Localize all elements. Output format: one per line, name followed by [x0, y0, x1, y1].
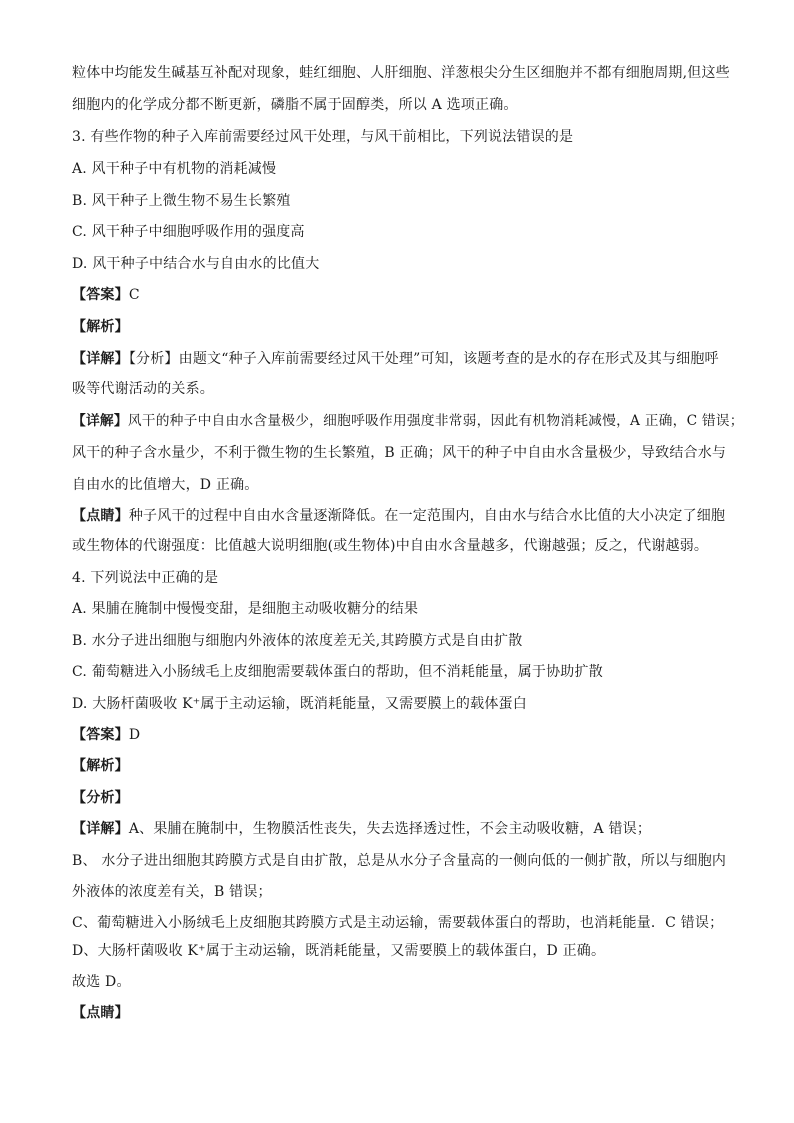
q4-option-d: D. 大肠杆菌吸收 K⁺属于主动运输，既消耗能量，又需要膜上的载体蛋白	[72, 696, 527, 712]
q4-option-a: A. 果脯在腌制中慢慢变甜，是细胞主动吸收糖分的结果	[72, 601, 419, 617]
q4-sub-analysis-label: 【分析】	[72, 790, 129, 806]
q4-option-c: C. 葡萄糖进入小肠绒毛上皮细胞需要载体蛋白的帮助，但不消耗能量，属于协助扩散	[72, 664, 603, 680]
q3-stem: 3. 有些作物的种子入库前需要经过风干处理，与风干前相比，下列说法错误的是	[72, 129, 574, 145]
detail-label: 【详解】	[72, 821, 129, 837]
q3-option-d: D. 风干种子中结合水与自由水的比值大	[72, 256, 320, 272]
q3-detail2-line-3: 自由水的比值增大，D 正确。	[72, 477, 259, 493]
detail-label: 【详解】	[72, 351, 129, 367]
sub-analysis-label: 【分析】	[128, 351, 179, 367]
q3-detail2-line-1	[72, 412, 744, 430]
answer-label: 【答案】	[72, 727, 129, 743]
q4-detail-line-1	[72, 820, 651, 838]
q3-detail1-line-1	[72, 350, 719, 368]
q3-option-c: C. 风干种子中细胞呼吸作用的强度高	[72, 224, 305, 240]
q4-option-b: B. 水分子进出细胞与细胞内外液体的浓度差无关,其跨膜方式是自由扩散	[72, 633, 523, 649]
point-label: 【点睛】	[72, 508, 129, 524]
q3-option-b: B. 风干种子上微生物不易生长繁殖	[72, 193, 291, 209]
q4-analysis-label: 【解析】	[72, 758, 129, 774]
q2-tail-line-1: 粒体中均能发生碱基互补配对现象，蛙红细胞、人肝细胞、洋葱根尖分生区细胞并不都有细胞周期,但这些	[72, 65, 730, 81]
q4-stem: 4. 下列说法中正确的是	[72, 570, 219, 586]
q2-tail-line-2: 细胞内的化学成分都不断更新，磷脂不属于固醇类，所以 A 选项正确。	[72, 97, 518, 113]
answer-value: C	[128, 287, 140, 303]
answer-label: 【答案】	[72, 287, 129, 303]
q3-point-line-1	[72, 507, 725, 525]
q4-detail-line-4: C、葡萄糖进入小肠绒毛上皮细胞其跨膜方式是主动运输，需要载体蛋白的帮助，也消耗能量．C 错误；	[72, 915, 724, 931]
q4-answer	[72, 726, 140, 744]
q3-detail2-line-2: 风干的种子含水量少，不利于微生物的生长繁殖，B 正确；风干的种子中自由水含量极少，导致结合水与	[72, 445, 727, 461]
q4-detail-line-3: 外液体的浓度差有关，B 错误；	[72, 884, 272, 900]
detail-text: 风干的种子中自由水含量极少，细胞呼吸作用强度非常弱，因此有机物消耗减慢，A 正确，C 错误；	[127, 413, 744, 429]
q3-detail1-line-2: 吸等代谢活动的关系。	[72, 381, 214, 397]
q3-option-a: A. 风干种子中有机物的消耗减慢	[72, 161, 277, 177]
q3-answer	[72, 286, 140, 304]
q3-point-line-2: 或生物体的代谢强度：比值越大说明细胞(或生物体)中自由水含量越多，代谢越强；反之，代谢越弱。	[72, 538, 709, 554]
answer-value: D	[128, 727, 141, 743]
q3-analysis-label: 【解析】	[72, 319, 129, 335]
detail-text: 由题文“种子入库前需要经过风干处理”可知，该题考查的是水的存在形式及其与细胞呼	[178, 351, 719, 367]
detail-label: 【详解】	[72, 413, 128, 429]
q4-detail-line-2: B、 水分子进出细胞其跨膜方式是自由扩散，总是从水分子含量高的一侧向低的一侧扩散，所以与细胞内	[72, 853, 727, 869]
q4-point-label: 【点睛】	[72, 1005, 129, 1021]
q4-conclusion: 故选 D。	[72, 974, 131, 990]
q4-detail-line-5: D、大肠杆菌吸收 K⁺属于主动运输，既消耗能量，又需要膜上的载体蛋白，D 正确。	[72, 943, 606, 959]
detail-text: A、果脯在腌制中，生物膜活性丧失，失去选择透过性，不会主动吸收糖，A 错误；	[128, 821, 652, 837]
point-text: 种子风干的过程中自由水含量逐渐降低。在一定范围内，自由水与结合水比值的大小决定了细胞	[128, 508, 726, 524]
